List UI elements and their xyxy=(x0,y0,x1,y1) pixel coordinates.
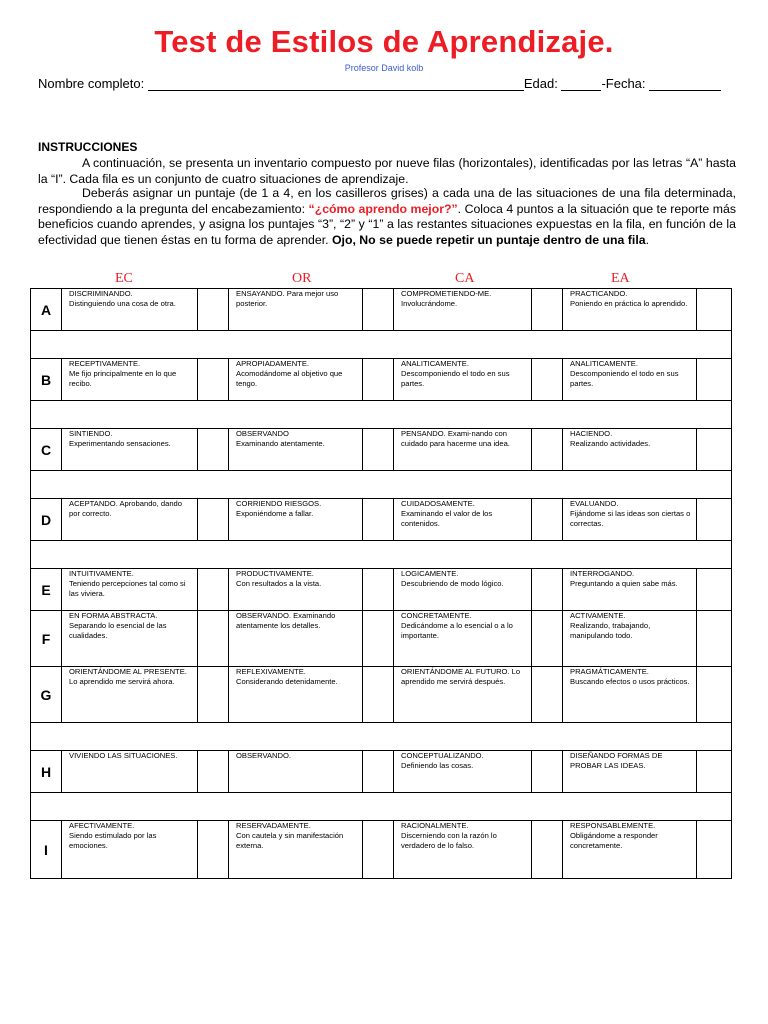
situation-description: Involucrándome. xyxy=(401,299,458,308)
instructions-text-2a: Deberás asignar un puntaje (de 1 a 4, en los casilleros grises) a cada una de las situaciones de una fila determinada, respondiendo a la pregunta del encabezamiento: xyxy=(38,186,736,216)
situation-title: ACTIVAMENTE. xyxy=(570,611,626,620)
score-box[interactable] xyxy=(532,751,563,793)
situation-description: Siendo estimulado por las emociones. xyxy=(69,831,157,850)
column-header-ea: EA xyxy=(611,271,630,286)
situation-title: INTERROGANDO. xyxy=(570,569,635,578)
situation-description: Me fijo principalmente en lo que recibo. xyxy=(69,369,177,388)
spacer-cell xyxy=(31,541,732,569)
row-letter: F xyxy=(31,611,62,667)
situation-cell xyxy=(62,569,198,611)
situation-title: PRACTICANDO. xyxy=(570,289,628,298)
score-box[interactable] xyxy=(532,611,563,667)
situation-cell xyxy=(563,751,697,793)
instructions-paragraph-1 xyxy=(38,156,736,187)
score-box[interactable] xyxy=(363,499,394,541)
situation-title: ANALITICAMENTE. xyxy=(401,359,469,368)
row-spacer xyxy=(31,793,732,821)
row-letter: A xyxy=(31,289,62,331)
situation-title: APROPIADAMENTE. xyxy=(236,359,309,368)
situation-description: Discerniendo con la razón lo verdadero de lo falso. xyxy=(401,831,497,850)
row-letter: G xyxy=(31,667,62,723)
score-box[interactable] xyxy=(532,499,563,541)
situation-title: OBSERVANDO xyxy=(236,429,289,438)
table-row xyxy=(31,751,732,793)
situation-cell xyxy=(563,611,697,667)
table-row xyxy=(31,611,732,667)
situation-cell xyxy=(563,289,697,331)
learning-styles-table xyxy=(30,288,732,879)
situation-cell xyxy=(563,821,697,879)
situation-title: CUIDADOSAMENTE. xyxy=(401,499,475,508)
situation-description: Realizando actividades. xyxy=(570,439,651,448)
row-letter: D xyxy=(31,499,62,541)
score-box[interactable] xyxy=(697,569,732,611)
situation-title: SINTIENDO. xyxy=(69,429,113,438)
situation-title: RESERVADAMENTE. xyxy=(236,821,311,830)
situation-title: RESPONSABLEMENTE. xyxy=(570,821,656,830)
situation-title: VIVIENDO LAS SITUACIONES. xyxy=(69,751,178,760)
form-line xyxy=(38,76,730,91)
table-row xyxy=(31,821,732,879)
instructions-heading: INSTRUCCIONES xyxy=(38,140,138,154)
situation-description: Examinando el valor de los contenidos. xyxy=(401,509,493,528)
name-field[interactable] xyxy=(148,78,524,91)
instructions-text-2b: . Coloca 4 puntos a la situación que te reporte más beneficios cuando aprendes, y asigna los puntajes “3”, “2” y “1” a las restantes situaciones expuestas en la fila, en función de la efectividad que tienen éstas en tu forma de aprender. xyxy=(38,201,736,247)
name-label: Nombre completo: xyxy=(38,76,145,91)
situation-cell xyxy=(62,611,198,667)
situation-title: ORIENTÁNDOME AL PRESENTE. Lo aprendido me servirá ahora. xyxy=(69,667,187,686)
situation-description: Distinguiendo una cosa de otra. xyxy=(69,299,176,308)
score-box[interactable] xyxy=(532,289,563,331)
row-spacer xyxy=(31,331,732,359)
score-box[interactable] xyxy=(363,359,394,401)
instructions-text-1: A continuación, se presenta un inventario compuesto por nueve filas (horizontales), identificadas por las letras “A” hasta la “I”. Cada fila es un conjunto de cuatro situaciones de aprendizaje. xyxy=(38,156,736,186)
score-box[interactable] xyxy=(198,289,229,331)
situation-description: Considerando detenidamente. xyxy=(236,677,338,686)
situation-cell xyxy=(394,569,532,611)
spacer-cell xyxy=(31,331,732,359)
situation-title: ANALITICAMENTE. xyxy=(570,359,638,368)
situation-description: Separando lo esencial de las cualidades. xyxy=(69,621,167,640)
score-box[interactable] xyxy=(363,667,394,723)
situation-description: Experimentando sensaciones. xyxy=(69,439,171,448)
score-box[interactable] xyxy=(198,751,229,793)
score-box[interactable] xyxy=(697,499,732,541)
situation-title: DISCRIMINANDO. xyxy=(69,289,133,298)
situation-title: REFLEXIVAMENTE. xyxy=(236,667,306,676)
situation-title: EVALUANDO. xyxy=(570,499,619,508)
situation-cell xyxy=(229,499,363,541)
situation-cell xyxy=(229,751,363,793)
situation-cell xyxy=(394,429,532,471)
score-box[interactable] xyxy=(363,611,394,667)
situation-cell xyxy=(62,821,198,879)
age-field[interactable] xyxy=(561,78,601,91)
situation-title: OBSERVANDO. Examinando atentamente los detalles. xyxy=(236,611,336,630)
situation-description: Teniendo percepciones tal como si las viviera. xyxy=(69,579,186,598)
column-header-ca: CA xyxy=(455,271,475,286)
situation-title: ORIENTÁNDOME AL FUTURO. Lo aprendido me servirá después. xyxy=(401,667,521,686)
situation-description: Descomponiendo el todo en sus partes. xyxy=(570,369,679,388)
score-box[interactable] xyxy=(697,359,732,401)
situation-cell xyxy=(563,569,697,611)
instructions-warning: Ojo, No se puede repetir un puntaje dentro de una fila xyxy=(331,232,646,247)
situation-description: Obligándome a responder concretamente. xyxy=(570,831,658,850)
score-box[interactable] xyxy=(532,359,563,401)
situation-cell xyxy=(62,751,198,793)
situation-cell xyxy=(62,359,198,401)
date-field[interactable] xyxy=(649,78,721,91)
row-spacer xyxy=(31,471,732,499)
row-spacer xyxy=(31,541,732,569)
score-box[interactable] xyxy=(198,499,229,541)
score-box[interactable] xyxy=(198,611,229,667)
situation-title: COMPROMETIENDO-ME. xyxy=(401,289,492,298)
row-spacer xyxy=(31,723,732,751)
situation-title: EN FORMA ABSTRACTA. xyxy=(69,611,158,620)
situation-cell xyxy=(229,359,363,401)
situation-title: CONCRETAMENTE. xyxy=(401,611,472,620)
situation-description: Preguntando a quien sabe más. xyxy=(570,579,678,588)
situation-cell xyxy=(394,359,532,401)
instructions-text-end: . xyxy=(645,232,649,247)
situation-title: CONCEPTUALIZANDO. xyxy=(401,751,484,760)
situation-title: PRAGMÁTICAMENTE. xyxy=(570,667,649,676)
row-letter: I xyxy=(31,821,62,879)
column-header-ec: EC xyxy=(115,271,133,286)
row-letter: B xyxy=(31,359,62,401)
situation-title: DISEÑANDO FORMAS DE PROBAR LAS IDEAS. xyxy=(570,751,663,770)
situation-description: Exponiéndome a fallar. xyxy=(236,509,314,518)
score-box[interactable] xyxy=(697,611,732,667)
score-box[interactable] xyxy=(697,667,732,723)
score-box[interactable] xyxy=(697,429,732,471)
situation-cell xyxy=(229,821,363,879)
situation-cell xyxy=(229,429,363,471)
spacer-cell xyxy=(31,793,732,821)
situation-cell xyxy=(229,569,363,611)
situation-title: ENSAYANDO. Para mejor uso posterior. xyxy=(236,289,339,308)
date-label: -Fecha: xyxy=(601,76,646,91)
situation-description: Definiendo las cosas. xyxy=(401,761,474,770)
table-row xyxy=(31,429,732,471)
score-box[interactable] xyxy=(198,667,229,723)
situation-cell xyxy=(394,289,532,331)
subtitle: Profesor David kolb xyxy=(344,63,424,73)
situation-cell xyxy=(563,667,697,723)
spacer-cell xyxy=(31,471,732,499)
situation-description: Poniendo en práctica lo aprendido. xyxy=(570,299,688,308)
situation-description: Dedicándome a lo esencial o a lo importante. xyxy=(401,621,513,640)
column-header-or: OR xyxy=(292,271,312,286)
situation-title: RACIONALMENTE. xyxy=(401,821,469,830)
situation-cell xyxy=(563,499,697,541)
instructions-question: “¿cómo aprendo mejor?” xyxy=(308,201,458,216)
score-box[interactable] xyxy=(697,821,732,879)
situation-description: Con cautela y sin manifestación externa. xyxy=(236,831,344,850)
situation-description: Acomodándome al objetivo que tengo. xyxy=(236,369,343,388)
situation-description: Descubriendo de modo lógico. xyxy=(401,579,504,588)
table-row xyxy=(31,499,732,541)
situation-cell xyxy=(62,667,198,723)
score-box[interactable] xyxy=(363,429,394,471)
situation-description: Con resultados a la vista. xyxy=(236,579,322,588)
score-box[interactable] xyxy=(532,821,563,879)
table-row xyxy=(31,569,732,611)
situation-title: OBSERVANDO. xyxy=(236,751,291,760)
score-box[interactable] xyxy=(532,569,563,611)
score-box[interactable] xyxy=(363,289,394,331)
score-box[interactable] xyxy=(532,667,563,723)
situation-cell xyxy=(62,429,198,471)
situation-cell xyxy=(229,289,363,331)
score-box[interactable] xyxy=(363,751,394,793)
table-row xyxy=(31,289,732,331)
situation-description: Examinando atentamente. xyxy=(236,439,325,448)
situation-description: Descomponiendo el todo en sus partes. xyxy=(401,369,510,388)
situation-cell xyxy=(394,667,532,723)
table-row xyxy=(31,667,732,723)
situation-cell xyxy=(62,499,198,541)
situation-cell xyxy=(229,611,363,667)
score-box[interactable] xyxy=(198,359,229,401)
situation-cell xyxy=(394,751,532,793)
situation-title: PENSANDO. Exami-nando con cuidado para hacerme una idea. xyxy=(401,429,510,448)
score-box[interactable] xyxy=(198,429,229,471)
situation-title: RECEPTIVAMENTE. xyxy=(69,359,141,368)
situation-title: ACEPTANDO. Aprobando, dando por correcto. xyxy=(69,499,182,518)
age-label: Edad: xyxy=(523,76,558,91)
page-title: Test de Estilos de Aprendizaje. xyxy=(154,24,614,59)
row-letter: C xyxy=(31,429,62,471)
spacer-cell xyxy=(31,723,732,751)
situation-title: CORRIENDO RIESGOS. xyxy=(236,499,322,508)
situation-cell xyxy=(563,359,697,401)
row-letter: H xyxy=(31,751,62,793)
score-box[interactable] xyxy=(697,751,732,793)
situation-description: Fijándome si las ideas son ciertas o correctas. xyxy=(570,509,691,528)
row-spacer xyxy=(31,401,732,429)
situation-title: INTUITIVAMENTE. xyxy=(69,569,134,578)
score-box[interactable] xyxy=(697,289,732,331)
score-box[interactable] xyxy=(363,821,394,879)
situation-cell xyxy=(563,429,697,471)
instructions-paragraph-2 xyxy=(38,186,736,248)
score-box[interactable] xyxy=(198,821,229,879)
score-box[interactable] xyxy=(363,569,394,611)
score-box[interactable] xyxy=(198,569,229,611)
situation-title: LOGICAMENTE. xyxy=(401,569,459,578)
spacer-cell xyxy=(31,401,732,429)
table-row xyxy=(31,359,732,401)
situation-cell xyxy=(394,611,532,667)
situation-title: PRODUCTIVAMENTE. xyxy=(236,569,314,578)
score-box[interactable] xyxy=(532,429,563,471)
situation-title: HACIENDO. xyxy=(570,429,613,438)
situation-description: Realizando, trabajando, manipulando todo. xyxy=(570,621,651,640)
situation-description: Buscando efectos o usos prácticos. xyxy=(570,677,690,686)
situation-cell xyxy=(229,667,363,723)
row-letter: E xyxy=(31,569,62,611)
situation-title: AFECTIVAMENTE. xyxy=(69,821,135,830)
situation-cell xyxy=(394,499,532,541)
situation-cell xyxy=(394,821,532,879)
situation-cell xyxy=(62,289,198,331)
